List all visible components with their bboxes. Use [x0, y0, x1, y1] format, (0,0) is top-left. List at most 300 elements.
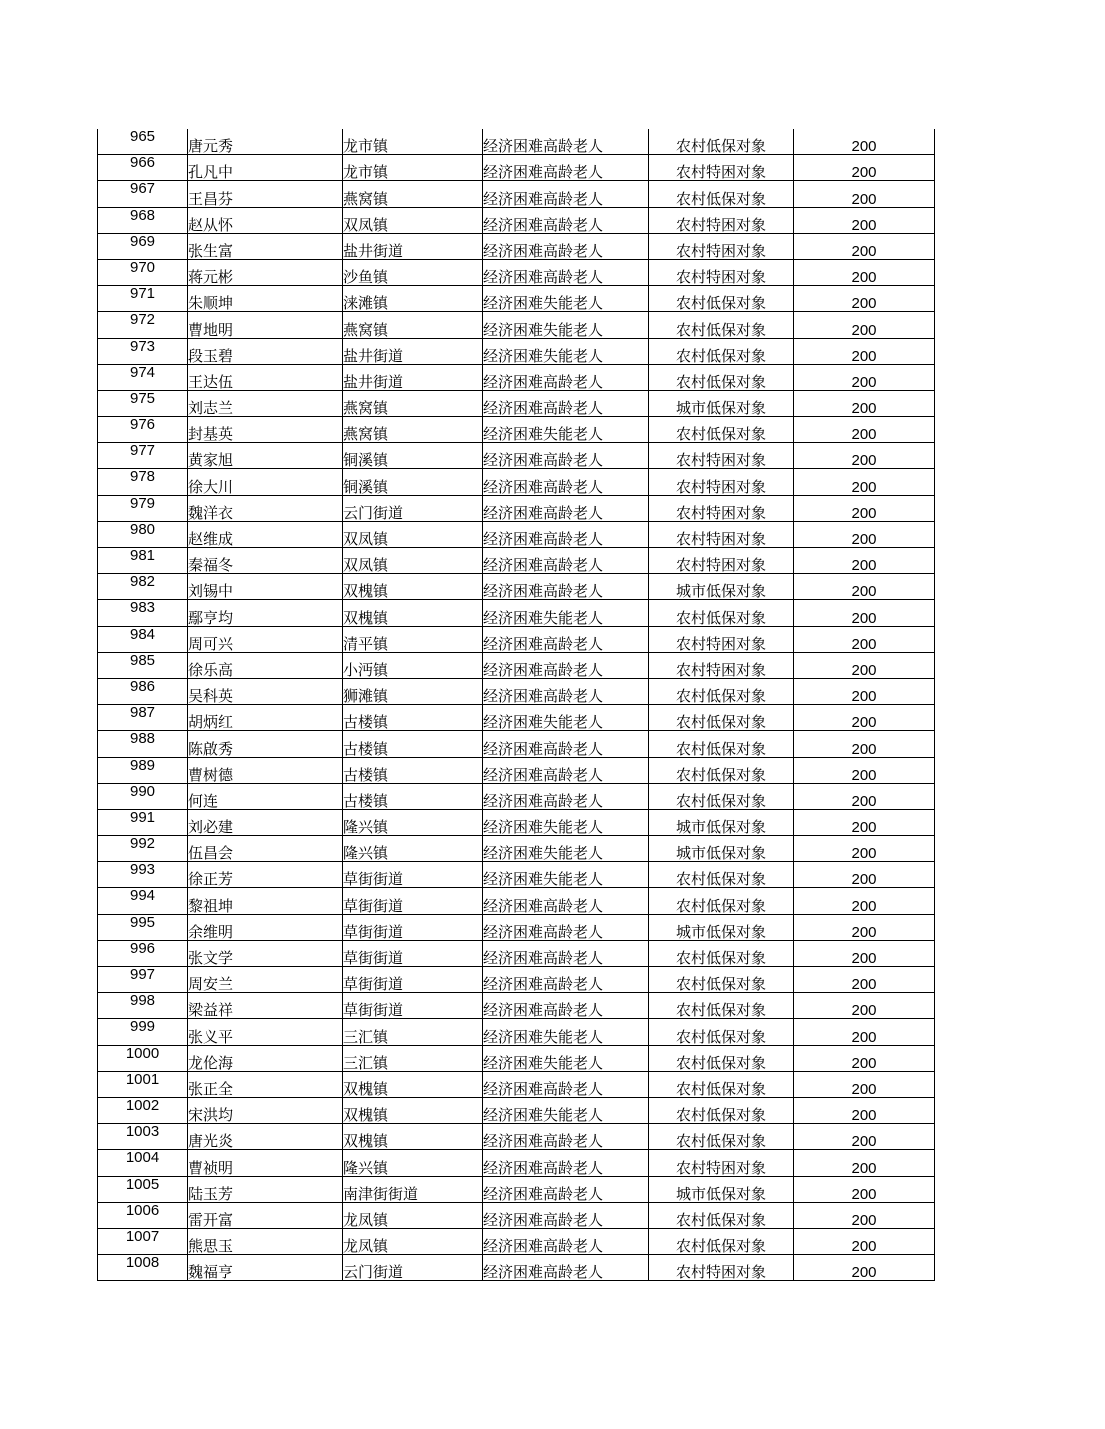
- category-cell: 农村低保对象: [649, 940, 794, 966]
- table-row: [98, 626, 935, 652]
- table-body: [98, 129, 935, 1281]
- amount-cell: 200: [794, 181, 935, 207]
- table-row: [98, 129, 935, 155]
- table-row: [98, 443, 935, 469]
- name-cell: 魏洋衣: [188, 495, 343, 521]
- subsidy-type-cell: 经济困难高龄老人: [483, 1228, 649, 1254]
- subsidy-type-cell: 经济困难高龄老人: [483, 207, 649, 233]
- table-row: [98, 678, 935, 704]
- subsidy-type-cell: 经济困难失能老人: [483, 809, 649, 835]
- town-cell: 小沔镇: [343, 652, 483, 678]
- amount-cell: 200: [794, 678, 935, 704]
- name-cell: 王昌芬: [188, 181, 343, 207]
- row-number-cell: 1004: [98, 1150, 188, 1176]
- name-cell: 胡炳红: [188, 705, 343, 731]
- row-number-cell: 969: [98, 233, 188, 259]
- table-row: [98, 1045, 935, 1071]
- category-cell: 农村低保对象: [649, 1071, 794, 1097]
- name-cell: 魏福亨: [188, 1255, 343, 1281]
- amount-cell: 200: [794, 233, 935, 259]
- table-row: [98, 1176, 935, 1202]
- table-row: [98, 731, 935, 757]
- row-number-cell: 979: [98, 495, 188, 521]
- name-cell: 赵维成: [188, 521, 343, 547]
- subsidy-type-cell: 经济困难高龄老人: [483, 678, 649, 704]
- row-number-cell: 967: [98, 181, 188, 207]
- table-row: [98, 1228, 935, 1254]
- town-cell: 燕窝镇: [343, 312, 483, 338]
- amount-cell: 200: [794, 364, 935, 390]
- subsidy-type-cell: 经济困难高龄老人: [483, 783, 649, 809]
- table-row: [98, 705, 935, 731]
- row-number-cell: 988: [98, 731, 188, 757]
- town-cell: 清平镇: [343, 626, 483, 652]
- row-number-cell: 972: [98, 312, 188, 338]
- name-cell: 曹祯明: [188, 1150, 343, 1176]
- row-number-cell: 995: [98, 914, 188, 940]
- town-cell: 双槐镇: [343, 600, 483, 626]
- amount-cell: 200: [794, 1202, 935, 1228]
- table-row: [98, 390, 935, 416]
- subsidy-type-cell: 经济困难高龄老人: [483, 495, 649, 521]
- amount-cell: 200: [794, 548, 935, 574]
- row-number-cell: 991: [98, 809, 188, 835]
- category-cell: 农村特困对象: [649, 626, 794, 652]
- town-cell: 沙鱼镇: [343, 259, 483, 285]
- town-cell: 古楼镇: [343, 783, 483, 809]
- category-cell: 农村低保对象: [649, 1097, 794, 1123]
- table-row: [98, 469, 935, 495]
- row-number-cell: 980: [98, 521, 188, 547]
- name-cell: 黎祖坤: [188, 888, 343, 914]
- category-cell: 农村低保对象: [649, 862, 794, 888]
- row-number-cell: 987: [98, 705, 188, 731]
- name-cell: 唐元秀: [188, 129, 343, 155]
- amount-cell: 200: [794, 1071, 935, 1097]
- amount-cell: 200: [794, 155, 935, 181]
- row-number-cell: 998: [98, 993, 188, 1019]
- table-row: [98, 1124, 935, 1150]
- row-number-cell: 970: [98, 259, 188, 285]
- amount-cell: 200: [794, 993, 935, 1019]
- table-row: [98, 548, 935, 574]
- name-cell: 张生富: [188, 233, 343, 259]
- amount-cell: 200: [794, 600, 935, 626]
- town-cell: 双槐镇: [343, 1071, 483, 1097]
- subsidy-type-cell: 经济困难失能老人: [483, 338, 649, 364]
- category-cell: 农村低保对象: [649, 1045, 794, 1071]
- subsidy-type-cell: 经济困难高龄老人: [483, 364, 649, 390]
- category-cell: 农村低保对象: [649, 678, 794, 704]
- town-cell: 云门街道: [343, 1255, 483, 1281]
- subsidy-type-cell: 经济困难高龄老人: [483, 914, 649, 940]
- name-cell: 陆玉芳: [188, 1176, 343, 1202]
- table-row: [98, 809, 935, 835]
- row-number-cell: 999: [98, 1019, 188, 1045]
- table-row: [98, 652, 935, 678]
- row-number-cell: 978: [98, 469, 188, 495]
- category-cell: 农村低保对象: [649, 286, 794, 312]
- name-cell: 赵从怀: [188, 207, 343, 233]
- category-cell: 农村特困对象: [649, 1150, 794, 1176]
- town-cell: 龙市镇: [343, 155, 483, 181]
- row-number-cell: 985: [98, 652, 188, 678]
- table-row: [98, 862, 935, 888]
- table-row: [98, 417, 935, 443]
- name-cell: 曹树德: [188, 757, 343, 783]
- amount-cell: 200: [794, 757, 935, 783]
- table-row: [98, 312, 935, 338]
- amount-cell: 200: [794, 809, 935, 835]
- row-number-cell: 997: [98, 967, 188, 993]
- category-cell: 农村特困对象: [649, 259, 794, 285]
- category-cell: 农村低保对象: [649, 705, 794, 731]
- town-cell: 燕窝镇: [343, 417, 483, 443]
- town-cell: 盐井街道: [343, 338, 483, 364]
- table-row: [98, 1019, 935, 1045]
- amount-cell: 200: [794, 521, 935, 547]
- row-number-cell: 990: [98, 783, 188, 809]
- subsidy-type-cell: 经济困难失能老人: [483, 836, 649, 862]
- row-number-cell: 984: [98, 626, 188, 652]
- town-cell: 草街街道: [343, 993, 483, 1019]
- amount-cell: 200: [794, 1045, 935, 1071]
- table-row: [98, 757, 935, 783]
- subsidy-type-cell: 经济困难失能老人: [483, 600, 649, 626]
- town-cell: 双槐镇: [343, 1097, 483, 1123]
- row-number-cell: 977: [98, 443, 188, 469]
- table-row: [98, 495, 935, 521]
- town-cell: 双凤镇: [343, 521, 483, 547]
- name-cell: 梁益祥: [188, 993, 343, 1019]
- category-cell: 农村低保对象: [649, 417, 794, 443]
- subsidy-type-cell: 经济困难高龄老人: [483, 155, 649, 181]
- name-cell: 周可兴: [188, 626, 343, 652]
- category-cell: 农村特困对象: [649, 233, 794, 259]
- name-cell: 何连: [188, 783, 343, 809]
- subsidy-type-cell: 经济困难高龄老人: [483, 390, 649, 416]
- subsidy-type-cell: 经济困难高龄老人: [483, 1255, 649, 1281]
- amount-cell: 200: [794, 129, 935, 155]
- amount-cell: 200: [794, 1124, 935, 1150]
- town-cell: 铜溪镇: [343, 469, 483, 495]
- town-cell: 云门街道: [343, 495, 483, 521]
- name-cell: 徐正芳: [188, 862, 343, 888]
- town-cell: 涞滩镇: [343, 286, 483, 312]
- name-cell: 刘志兰: [188, 390, 343, 416]
- town-cell: 双凤镇: [343, 207, 483, 233]
- amount-cell: 200: [794, 914, 935, 940]
- amount-cell: 200: [794, 495, 935, 521]
- table-row: [98, 286, 935, 312]
- row-number-cell: 965: [98, 129, 188, 155]
- category-cell: 农村特困对象: [649, 652, 794, 678]
- amount-cell: 200: [794, 207, 935, 233]
- subsidy-type-cell: 经济困难失能老人: [483, 1097, 649, 1123]
- category-cell: 农村特困对象: [649, 548, 794, 574]
- town-cell: 草街街道: [343, 914, 483, 940]
- row-number-cell: 982: [98, 574, 188, 600]
- town-cell: 古楼镇: [343, 731, 483, 757]
- table-row: [98, 1097, 935, 1123]
- subsidy-type-cell: 经济困难高龄老人: [483, 233, 649, 259]
- name-cell: 王达伍: [188, 364, 343, 390]
- category-cell: 农村低保对象: [649, 129, 794, 155]
- amount-cell: 200: [794, 967, 935, 993]
- row-number-cell: 1007: [98, 1228, 188, 1254]
- subsidy-type-cell: 经济困难高龄老人: [483, 888, 649, 914]
- amount-cell: 200: [794, 417, 935, 443]
- table-row: [98, 259, 935, 285]
- amount-cell: 200: [794, 469, 935, 495]
- table-row: [98, 1202, 935, 1228]
- name-cell: 秦福冬: [188, 548, 343, 574]
- category-cell: 农村特困对象: [649, 521, 794, 547]
- table-row: [98, 967, 935, 993]
- category-cell: 农村低保对象: [649, 338, 794, 364]
- table-row: [98, 207, 935, 233]
- town-cell: 隆兴镇: [343, 809, 483, 835]
- amount-cell: 200: [794, 705, 935, 731]
- name-cell: 唐光炎: [188, 1124, 343, 1150]
- subsidy-type-cell: 经济困难高龄老人: [483, 757, 649, 783]
- subsidy-type-cell: 经济困难高龄老人: [483, 940, 649, 966]
- subsidy-type-cell: 经济困难高龄老人: [483, 574, 649, 600]
- subsidy-type-cell: 经济困难高龄老人: [483, 129, 649, 155]
- amount-cell: 200: [794, 836, 935, 862]
- table-row: [98, 574, 935, 600]
- name-cell: 宋洪均: [188, 1097, 343, 1123]
- table-row: [98, 940, 935, 966]
- subsidy-type-cell: 经济困难高龄老人: [483, 181, 649, 207]
- row-number-cell: 993: [98, 862, 188, 888]
- subsidy-type-cell: 经济困难高龄老人: [483, 259, 649, 285]
- amount-cell: 200: [794, 1255, 935, 1281]
- row-number-cell: 981: [98, 548, 188, 574]
- amount-cell: 200: [794, 1228, 935, 1254]
- table-row: [98, 364, 935, 390]
- town-cell: 草街街道: [343, 862, 483, 888]
- town-cell: 龙市镇: [343, 129, 483, 155]
- name-cell: 封基英: [188, 417, 343, 443]
- amount-cell: 200: [794, 731, 935, 757]
- table-row: [98, 888, 935, 914]
- category-cell: 农村低保对象: [649, 731, 794, 757]
- amount-cell: 200: [794, 1150, 935, 1176]
- category-cell: 城市低保对象: [649, 914, 794, 940]
- row-number-cell: 1006: [98, 1202, 188, 1228]
- category-cell: 城市低保对象: [649, 836, 794, 862]
- table-row: [98, 181, 935, 207]
- name-cell: 张文学: [188, 940, 343, 966]
- subsidy-type-cell: 经济困难失能老人: [483, 705, 649, 731]
- category-cell: 农村低保对象: [649, 600, 794, 626]
- amount-cell: 200: [794, 286, 935, 312]
- subsidy-type-cell: 经济困难失能老人: [483, 862, 649, 888]
- row-number-cell: 1000: [98, 1045, 188, 1071]
- subsidy-type-cell: 经济困难高龄老人: [483, 1071, 649, 1097]
- town-cell: 铜溪镇: [343, 443, 483, 469]
- town-cell: 三汇镇: [343, 1045, 483, 1071]
- subsidy-type-cell: 经济困难失能老人: [483, 1045, 649, 1071]
- town-cell: 双槐镇: [343, 574, 483, 600]
- subsidy-type-cell: 经济困难高龄老人: [483, 626, 649, 652]
- town-cell: 龙凤镇: [343, 1202, 483, 1228]
- town-cell: 草街街道: [343, 888, 483, 914]
- table-row: [98, 783, 935, 809]
- category-cell: 农村特困对象: [649, 155, 794, 181]
- name-cell: 熊思玉: [188, 1228, 343, 1254]
- subsidy-type-cell: 经济困难高龄老人: [483, 993, 649, 1019]
- category-cell: 农村特困对象: [649, 495, 794, 521]
- row-number-cell: 989: [98, 757, 188, 783]
- town-cell: 燕窝镇: [343, 390, 483, 416]
- category-cell: 农村低保对象: [649, 967, 794, 993]
- name-cell: 张义平: [188, 1019, 343, 1045]
- town-cell: 草街街道: [343, 967, 483, 993]
- amount-cell: 200: [794, 443, 935, 469]
- category-cell: 农村低保对象: [649, 364, 794, 390]
- town-cell: 盐井街道: [343, 364, 483, 390]
- subsidy-type-cell: 经济困难高龄老人: [483, 967, 649, 993]
- name-cell: 张正全: [188, 1071, 343, 1097]
- name-cell: 段玉碧: [188, 338, 343, 364]
- name-cell: 徐乐高: [188, 652, 343, 678]
- town-cell: 双槐镇: [343, 1124, 483, 1150]
- row-number-cell: 1001: [98, 1071, 188, 1097]
- row-number-cell: 971: [98, 286, 188, 312]
- category-cell: 农村低保对象: [649, 1202, 794, 1228]
- amount-cell: 200: [794, 783, 935, 809]
- town-cell: 盐井街道: [343, 233, 483, 259]
- name-cell: 龙伦海: [188, 1045, 343, 1071]
- town-cell: 古楼镇: [343, 705, 483, 731]
- name-cell: 曹地明: [188, 312, 343, 338]
- row-number-cell: 994: [98, 888, 188, 914]
- name-cell: 鄢亨均: [188, 600, 343, 626]
- amount-cell: 200: [794, 940, 935, 966]
- name-cell: 蒋元彬: [188, 259, 343, 285]
- category-cell: 城市低保对象: [649, 574, 794, 600]
- row-number-cell: 1003: [98, 1124, 188, 1150]
- category-cell: 农村特困对象: [649, 1255, 794, 1281]
- category-cell: 农村低保对象: [649, 312, 794, 338]
- name-cell: 刘必建: [188, 809, 343, 835]
- name-cell: 徐大川: [188, 469, 343, 495]
- subsidy-type-cell: 经济困难高龄老人: [483, 469, 649, 495]
- name-cell: 雷开富: [188, 1202, 343, 1228]
- subsidy-type-cell: 经济困难高龄老人: [483, 652, 649, 678]
- town-cell: 隆兴镇: [343, 1150, 483, 1176]
- amount-cell: 200: [794, 626, 935, 652]
- table-row: [98, 521, 935, 547]
- table-row: [98, 233, 935, 259]
- town-cell: 燕窝镇: [343, 181, 483, 207]
- row-number-cell: 1008: [98, 1255, 188, 1281]
- name-cell: 黄家旭: [188, 443, 343, 469]
- amount-cell: 200: [794, 574, 935, 600]
- table-row: [98, 1255, 935, 1281]
- subsidy-type-cell: 经济困难高龄老人: [483, 521, 649, 547]
- name-cell: 刘锡中: [188, 574, 343, 600]
- table-row: [98, 914, 935, 940]
- category-cell: 农村低保对象: [649, 888, 794, 914]
- row-number-cell: 975: [98, 390, 188, 416]
- amount-cell: 200: [794, 259, 935, 285]
- subsidy-type-cell: 经济困难失能老人: [483, 1019, 649, 1045]
- name-cell: 陈啟秀: [188, 731, 343, 757]
- town-cell: 龙凤镇: [343, 1228, 483, 1254]
- town-cell: 狮滩镇: [343, 678, 483, 704]
- row-number-cell: 996: [98, 940, 188, 966]
- category-cell: 农村低保对象: [649, 1228, 794, 1254]
- subsidy-type-cell: 经济困难失能老人: [483, 286, 649, 312]
- town-cell: 南津街街道: [343, 1176, 483, 1202]
- amount-cell: 200: [794, 652, 935, 678]
- row-number-cell: 986: [98, 678, 188, 704]
- table-row: [98, 155, 935, 181]
- amount-cell: 200: [794, 390, 935, 416]
- category-cell: 农村低保对象: [649, 1124, 794, 1150]
- subsidy-type-cell: 经济困难高龄老人: [483, 1176, 649, 1202]
- subsidy-type-cell: 经济困难高龄老人: [483, 731, 649, 757]
- subsidy-type-cell: 经济困难高龄老人: [483, 1150, 649, 1176]
- amount-cell: 200: [794, 312, 935, 338]
- row-number-cell: 983: [98, 600, 188, 626]
- table-row: [98, 1071, 935, 1097]
- category-cell: 城市低保对象: [649, 390, 794, 416]
- subsidy-type-cell: 经济困难高龄老人: [483, 1124, 649, 1150]
- row-number-cell: 1002: [98, 1097, 188, 1123]
- category-cell: 农村低保对象: [649, 993, 794, 1019]
- table-row: [98, 836, 935, 862]
- amount-cell: 200: [794, 1097, 935, 1123]
- name-cell: 余维明: [188, 914, 343, 940]
- category-cell: 城市低保对象: [649, 809, 794, 835]
- subsidy-type-cell: 经济困难高龄老人: [483, 1202, 649, 1228]
- town-cell: 草街街道: [343, 940, 483, 966]
- subsidy-table: [97, 129, 935, 1281]
- category-cell: 城市低保对象: [649, 1176, 794, 1202]
- subsidy-type-cell: 经济困难失能老人: [483, 417, 649, 443]
- amount-cell: 200: [794, 1019, 935, 1045]
- amount-cell: 200: [794, 888, 935, 914]
- amount-cell: 200: [794, 1176, 935, 1202]
- table-row: [98, 600, 935, 626]
- category-cell: 农村低保对象: [649, 757, 794, 783]
- category-cell: 农村低保对象: [649, 783, 794, 809]
- row-number-cell: 1005: [98, 1176, 188, 1202]
- category-cell: 农村特困对象: [649, 443, 794, 469]
- town-cell: 隆兴镇: [343, 836, 483, 862]
- town-cell: 三汇镇: [343, 1019, 483, 1045]
- subsidy-type-cell: 经济困难高龄老人: [483, 443, 649, 469]
- category-cell: 农村特困对象: [649, 207, 794, 233]
- name-cell: 吴科英: [188, 678, 343, 704]
- name-cell: 朱顺坤: [188, 286, 343, 312]
- name-cell: 伍昌会: [188, 836, 343, 862]
- row-number-cell: 973: [98, 338, 188, 364]
- row-number-cell: 992: [98, 836, 188, 862]
- row-number-cell: 968: [98, 207, 188, 233]
- amount-cell: 200: [794, 338, 935, 364]
- category-cell: 农村低保对象: [649, 1019, 794, 1045]
- category-cell: 农村低保对象: [649, 181, 794, 207]
- town-cell: 双凤镇: [343, 548, 483, 574]
- row-number-cell: 966: [98, 155, 188, 181]
- table-row: [98, 993, 935, 1019]
- row-number-cell: 976: [98, 417, 188, 443]
